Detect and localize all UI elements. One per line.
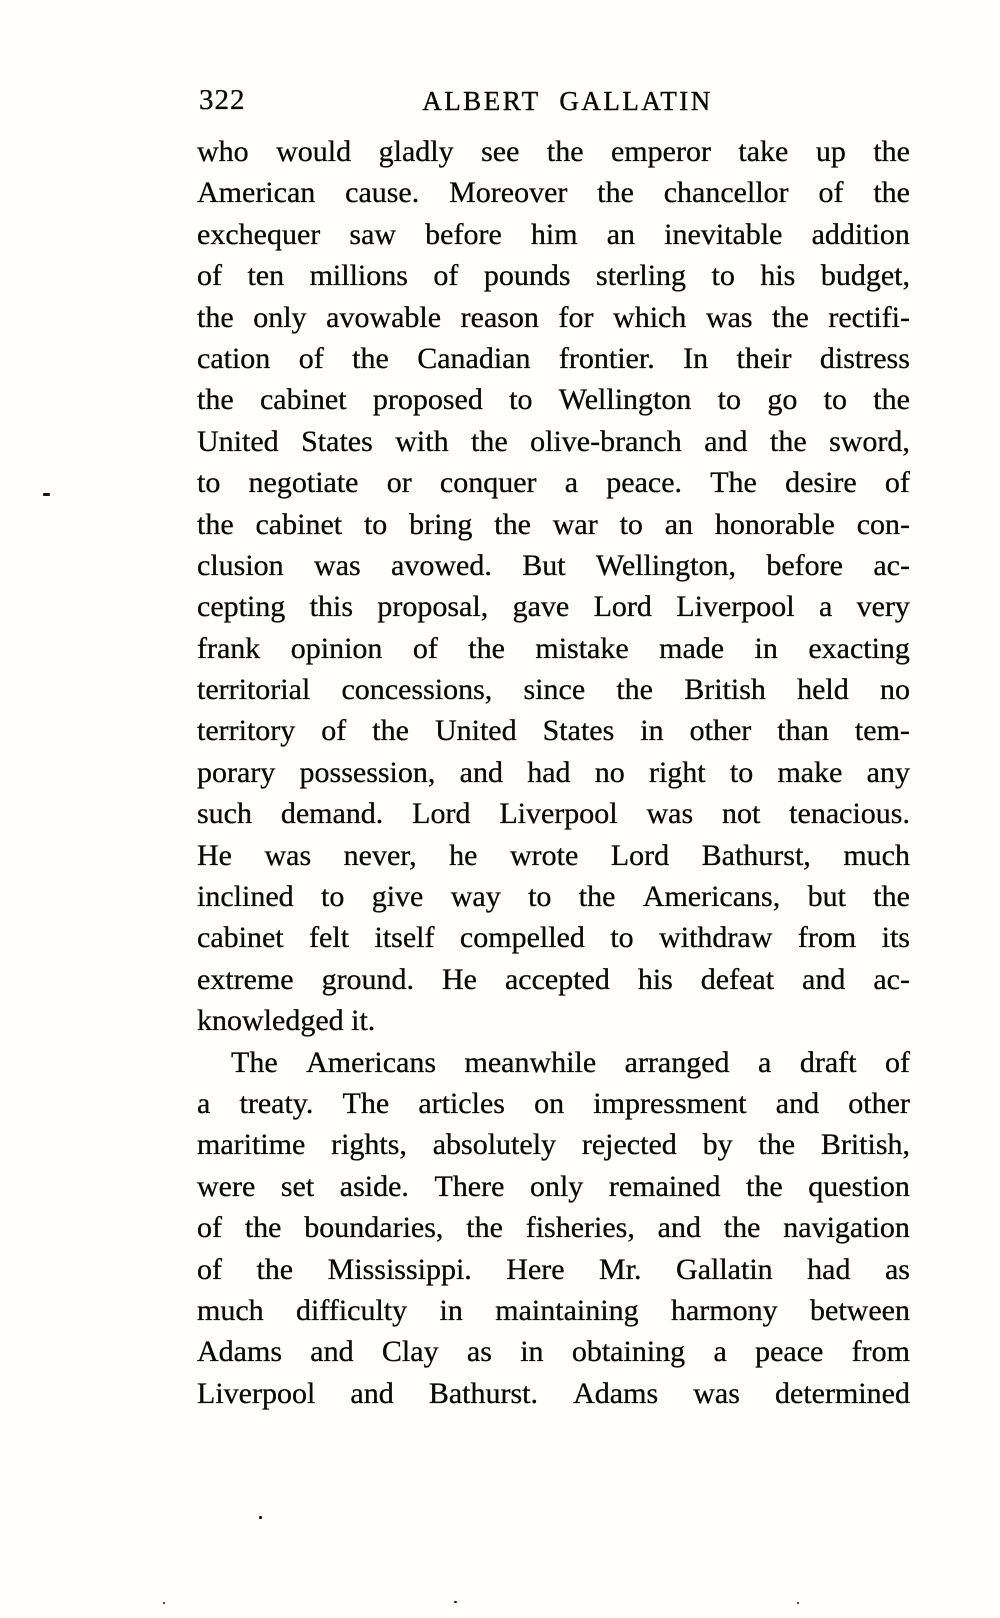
word: never,: [343, 838, 417, 872]
word: on: [534, 1086, 565, 1120]
word: peace.: [606, 466, 683, 500]
word: peace: [755, 1335, 824, 1369]
word: pounds: [483, 259, 571, 293]
text-line: [197, 172, 910, 213]
word: go: [767, 383, 798, 417]
word: was: [705, 300, 753, 334]
word: but: [807, 880, 846, 914]
word: There: [434, 1169, 505, 1203]
word: frank: [197, 631, 261, 665]
word: navigation: [783, 1211, 910, 1245]
word: were: [197, 1169, 256, 1203]
word: take: [738, 135, 789, 168]
word: Canadian: [417, 341, 531, 375]
page-text: [197, 131, 910, 1414]
word: He: [197, 838, 232, 872]
word: was: [264, 838, 312, 872]
word: no: [879, 673, 910, 707]
text-line: [197, 214, 910, 255]
word: Liverpool: [499, 797, 618, 831]
word: an: [664, 507, 694, 541]
word: cause.: [345, 176, 420, 210]
word: much: [843, 838, 910, 872]
word: the: [873, 880, 910, 914]
word: other: [848, 1086, 910, 1120]
text-line: [197, 379, 910, 420]
word: sword,: [829, 424, 910, 458]
word: to: [610, 921, 634, 955]
word: see: [481, 135, 520, 168]
word: He: [442, 962, 477, 996]
word: the: [197, 383, 234, 417]
word: held: [797, 673, 849, 707]
word: of: [884, 1045, 910, 1079]
word: give: [371, 880, 424, 914]
word: other: [689, 714, 752, 748]
word: very: [856, 590, 910, 624]
word: in: [640, 714, 664, 748]
word: the: [494, 507, 531, 541]
word: States: [542, 714, 615, 748]
word: concessions,: [341, 673, 493, 707]
word: a: [818, 590, 833, 624]
word: rectifi-: [828, 300, 910, 334]
word: since: [523, 673, 586, 707]
word: the: [746, 1169, 783, 1203]
word: to: [321, 880, 345, 914]
word: its: [881, 921, 910, 955]
word: arranged: [624, 1045, 730, 1079]
text-line: [197, 793, 910, 834]
word: difficulty: [296, 1293, 408, 1327]
word: distress: [819, 341, 910, 375]
word: to: [729, 755, 754, 789]
text-line: [197, 297, 910, 338]
word: made: [659, 631, 725, 665]
word: possession,: [299, 755, 436, 789]
word: Moreover: [449, 176, 568, 210]
word: the: [468, 631, 505, 665]
text-line: [197, 917, 910, 958]
word: United: [197, 424, 279, 458]
word: question: [808, 1169, 910, 1203]
text-line: [197, 1249, 910, 1290]
word: ground.: [321, 962, 415, 996]
word: the: [597, 176, 634, 210]
word: The: [231, 1045, 278, 1079]
word: Lord: [593, 590, 652, 624]
word: United: [434, 714, 517, 748]
word: But: [522, 548, 566, 582]
word: for: [558, 300, 594, 334]
word: by: [702, 1128, 733, 1162]
word: any: [866, 755, 910, 789]
word: exchequer: [197, 217, 321, 251]
word: the: [197, 300, 234, 334]
word: Mr.: [599, 1252, 642, 1286]
word: before: [766, 548, 843, 582]
word: was: [314, 548, 361, 582]
word: way: [450, 880, 501, 914]
word: the: [873, 135, 910, 168]
word: remained: [608, 1169, 721, 1203]
word: cepting: [197, 590, 286, 624]
word: Gallatin: [676, 1252, 773, 1286]
word: porary: [197, 755, 276, 789]
word: Liverpool: [676, 590, 795, 624]
word: of: [197, 1252, 222, 1286]
page-header: [197, 84, 910, 118]
word: the: [372, 714, 409, 748]
word: rejected: [581, 1128, 677, 1162]
word: from: [851, 1335, 910, 1369]
word: right: [648, 755, 706, 789]
word: bring: [409, 507, 473, 541]
word: cabinet: [255, 507, 343, 541]
word: honorable: [714, 507, 835, 541]
word: and: [704, 424, 748, 458]
word: British: [684, 673, 766, 707]
word: the: [256, 1252, 294, 1286]
word: Americans,: [642, 880, 781, 914]
scan-speck: [43, 493, 50, 496]
word: and: [350, 1376, 394, 1410]
word: as: [884, 1252, 910, 1286]
word: Bathurst.: [428, 1376, 539, 1410]
word: Wellington,: [595, 548, 736, 582]
word: tenacious.: [789, 797, 910, 831]
word: The: [342, 1086, 390, 1120]
word: the: [723, 1211, 761, 1245]
word: budget,: [820, 259, 910, 293]
word: to: [711, 259, 735, 293]
word: chancellor: [663, 176, 789, 210]
word: and: [310, 1335, 354, 1369]
word: avowed.: [391, 548, 492, 582]
scan-speck: [163, 1602, 165, 1604]
word: to: [197, 466, 221, 500]
word: Adams: [197, 1335, 282, 1369]
word: aside.: [339, 1169, 409, 1203]
text-line: [197, 1083, 910, 1124]
word: the: [772, 300, 809, 334]
word: British,: [820, 1128, 910, 1162]
page-number: 322: [199, 84, 246, 116]
word: of: [298, 341, 324, 375]
word: of: [197, 1211, 222, 1245]
word: who: [197, 135, 249, 168]
word: up: [815, 135, 846, 168]
word: an: [606, 217, 636, 251]
word: the: [578, 880, 616, 914]
text-line: [197, 710, 910, 751]
word: boundaries,: [304, 1211, 444, 1245]
word: the: [769, 424, 807, 458]
word: Adams: [573, 1376, 659, 1410]
word: defeat: [700, 962, 775, 996]
word: maritime: [197, 1128, 306, 1162]
word: his: [637, 962, 673, 996]
word: The: [710, 466, 757, 500]
word: a: [758, 1045, 772, 1079]
word: and: [657, 1211, 701, 1245]
word: and: [802, 962, 846, 996]
word: cabinet: [259, 383, 347, 417]
word: reason: [460, 300, 539, 334]
word: the: [466, 1211, 503, 1245]
word: the: [616, 673, 653, 707]
word: not: [721, 797, 761, 831]
word: only: [253, 300, 307, 334]
word: to: [619, 507, 643, 541]
scan-speck: [797, 1602, 799, 1604]
word: before: [425, 217, 502, 251]
word: to: [509, 383, 533, 417]
text-line: [197, 752, 910, 793]
text-line: [197, 669, 910, 710]
text-line: [197, 1290, 910, 1331]
word: Americans: [306, 1045, 437, 1079]
word: the: [546, 135, 584, 168]
word: absolutely: [432, 1128, 557, 1162]
word: emperor: [610, 135, 711, 168]
word: States: [301, 424, 373, 458]
word: olive-branch: [530, 424, 682, 458]
scan-speck: [454, 1601, 457, 1603]
running-title: ALBERT GALLATIN: [422, 86, 713, 116]
word: the: [873, 383, 910, 417]
text-line: [197, 586, 910, 627]
word: of: [197, 259, 222, 293]
word: of: [818, 176, 844, 210]
text-line: [197, 131, 910, 172]
text-line: [197, 1373, 910, 1414]
word: withdraw: [659, 921, 773, 955]
word: a: [713, 1335, 727, 1369]
word: the: [352, 341, 389, 375]
word: addition: [811, 217, 910, 251]
word: with: [395, 424, 449, 458]
word: mistake: [535, 631, 629, 665]
word: war: [552, 507, 598, 541]
word: of: [321, 714, 347, 748]
word: the: [873, 176, 910, 210]
word: of: [884, 466, 910, 500]
word: demand.: [280, 797, 384, 831]
word: of: [433, 259, 459, 293]
word: itself: [374, 921, 435, 955]
word: inevitable: [664, 217, 783, 251]
word: maintaining: [495, 1293, 639, 1327]
word: Lord: [610, 838, 670, 872]
word: In: [683, 341, 709, 375]
word: impressment: [593, 1086, 747, 1120]
word: the: [244, 1211, 282, 1245]
word: conquer: [439, 466, 537, 500]
word: to: [823, 383, 847, 417]
word: Mississippi.: [327, 1252, 472, 1286]
word: opinion: [290, 631, 383, 665]
word: a: [564, 466, 579, 500]
text-line: [197, 421, 910, 462]
word: tem-: [854, 714, 910, 748]
word: had: [807, 1252, 851, 1286]
word: would: [276, 135, 352, 168]
word: Liverpool: [197, 1376, 316, 1410]
text-line: [197, 545, 910, 586]
text-line: [197, 1166, 910, 1207]
word: gave: [512, 590, 570, 624]
word: territory: [197, 714, 296, 748]
word: to: [363, 507, 388, 541]
word: articles: [418, 1086, 505, 1120]
word: obtaining: [571, 1335, 686, 1369]
word: he: [449, 838, 478, 872]
word: gladly: [378, 135, 454, 168]
word: avowable: [326, 300, 442, 334]
word: between: [810, 1293, 910, 1327]
word: draft: [799, 1045, 857, 1079]
word: felt: [309, 921, 350, 955]
word: and: [459, 755, 503, 789]
word: desire: [785, 466, 857, 500]
word: set: [280, 1169, 315, 1203]
word: no: [594, 755, 625, 789]
word: harmony: [670, 1293, 778, 1327]
word: inclined: [197, 880, 294, 914]
word: negotiate: [248, 466, 359, 500]
word: rights,: [331, 1128, 407, 1162]
word: and: [775, 1086, 820, 1120]
word: such: [197, 797, 252, 831]
word: in: [439, 1293, 463, 1327]
word: to: [717, 383, 742, 417]
word: wrote: [509, 838, 579, 872]
text-line: [197, 255, 910, 296]
word: as: [466, 1335, 492, 1369]
word: to: [528, 880, 552, 914]
word: or: [386, 466, 412, 500]
word: sterling: [596, 259, 687, 293]
word: fisheries,: [525, 1211, 635, 1245]
word: their: [736, 341, 792, 375]
word: accepted: [504, 962, 610, 996]
scan-speck: [259, 1516, 262, 1519]
word: make: [777, 755, 843, 789]
text-line: [197, 1042, 910, 1083]
word: con-: [856, 507, 910, 541]
word: Wellington: [558, 383, 692, 417]
word: him: [530, 217, 578, 251]
word: extreme: [197, 962, 294, 996]
text-line: [197, 1207, 910, 1248]
word: the: [197, 507, 234, 541]
word: millions: [309, 259, 408, 293]
word: a: [197, 1086, 211, 1120]
word: frontier.: [558, 341, 655, 375]
word: only: [529, 1169, 584, 1203]
word: Clay: [381, 1335, 439, 1369]
text-line: [197, 876, 910, 917]
word: in: [754, 631, 778, 665]
word: ac-: [873, 548, 910, 582]
text-line: [197, 835, 910, 876]
word: Bathurst,: [701, 838, 811, 872]
word: ten: [247, 259, 285, 293]
word: proposed: [372, 383, 483, 417]
word: from: [797, 921, 857, 955]
word: the: [758, 1128, 796, 1162]
word: Lord: [412, 797, 471, 831]
word: than: [777, 714, 829, 748]
text-line: [197, 1124, 910, 1165]
word: which: [613, 300, 687, 334]
word: was: [693, 1376, 740, 1410]
word: ac-: [873, 962, 910, 996]
word: determined: [775, 1376, 910, 1410]
text-line: [197, 628, 910, 669]
word: was: [646, 797, 694, 831]
word: the: [471, 424, 508, 458]
word: exacting: [808, 631, 910, 665]
word: this: [309, 590, 354, 624]
text-line: [197, 1331, 910, 1372]
word: in: [520, 1335, 544, 1369]
text-line: [197, 959, 910, 1000]
word: compelled: [459, 921, 585, 955]
text-line: [197, 338, 910, 379]
word: territorial: [197, 673, 311, 707]
word: cabinet: [197, 921, 284, 955]
word: proposal,: [377, 590, 489, 624]
word: cation: [197, 341, 271, 375]
word: his: [760, 259, 796, 293]
text-line: [197, 462, 910, 503]
word: much: [197, 1293, 264, 1327]
text-line: [197, 504, 910, 545]
word: had: [527, 755, 571, 789]
word: saw: [349, 217, 397, 251]
word: clusion: [197, 548, 284, 582]
word: treaty.: [239, 1086, 314, 1120]
word: American: [197, 176, 316, 210]
word: of: [412, 631, 438, 665]
word: meanwhile: [464, 1045, 597, 1079]
text-line: knowledged it.: [197, 1004, 376, 1038]
word: Here: [506, 1252, 565, 1286]
